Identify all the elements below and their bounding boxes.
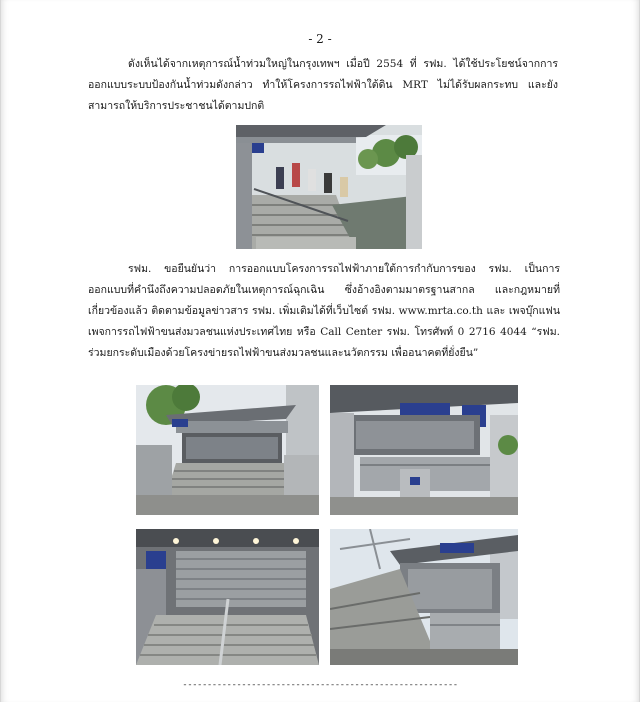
page-number: - 2 - <box>308 32 332 46</box>
paragraph-safety-statement-text: รฟม. ขอยืนยันว่า การออกแบบโครงการรถไฟฟ้าภายใต้การกำกับการของ รฟม. เป็นการออกแบบที่คำนึงถึงความปลอดภัยในเหตุการณ์ฉุกเฉิน ซึ่งอ้างอิงตามมาตรฐานสากล และกฎหมายที่เกี่ยวข้องแล้ว ติดตามข้อมูลข่าวสาร รฟม. เพิ่มเติมได้ที่เว็บไซต์ รฟม. www.mrta.co.th และ เพจบุ๊กแฟนเพจการรถไฟฟ้าขนส่งมวลชนแห่งประเทศไทย หรือ Call Center รฟม. โทรศัพท์ 0 2716 4044 “รฟม. ร่วมยกระดับเมืองด้วยโครงข่ายรถไฟฟ้าขนส่งมวลชนและนวัตกรรม เพื่ออนาคตที่ยั่งยืน” <box>88 263 560 359</box>
paragraph-flood-protection-text: ดังเห็นได้จากเหตุการณ์น้ำท่วมใหญ่ในกรุงเทพฯ เมื่อปี 2554 ที่ รฟม. ได้ใช้ประโยชน์จากการออกแบบระบบป้องกันน้ำท่วมดังกล่าว ทำให้โครงการรถไฟฟ้าใต้ดิน MRT ไม่ได้รับผลกระทบ และยังสามารถให้บริการประชาชนได้ตามปกติ <box>88 58 558 112</box>
station-entrance-photo-3 <box>136 529 319 665</box>
paragraph-safety-statement <box>88 259 560 364</box>
station-entrance-photo-4 <box>330 529 518 665</box>
flooded-station-photo <box>236 125 422 249</box>
station-entrance-photo-2 <box>330 385 518 515</box>
paragraph-flood-protection <box>88 54 558 117</box>
footer-divider: -------------------------------------------------------- <box>182 680 458 690</box>
station-entrance-photo-1 <box>136 385 319 515</box>
